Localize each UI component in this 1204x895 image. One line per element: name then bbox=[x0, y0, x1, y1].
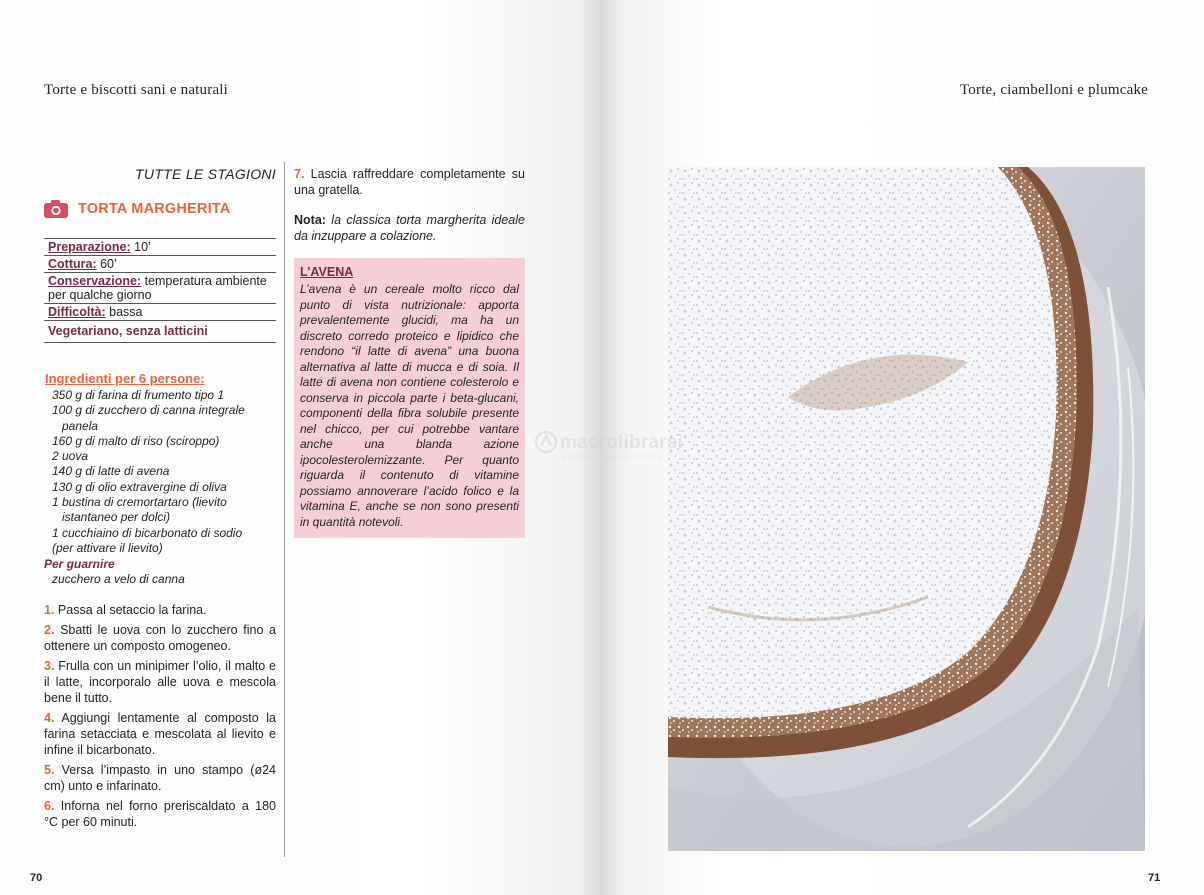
ingredient-item: istantaneo per dolci) bbox=[62, 510, 171, 525]
step-number: 7. bbox=[294, 167, 305, 181]
column-divider bbox=[284, 162, 285, 857]
oat-box-text: L’avena è un cereale molto ricco dal punto di vista nutrizionale: apporta prevalentemente glucidi, ma ha un discreto corredo proteico e lipidico che rendono “il latte di avena” una buona alternativa al latte di mucca e di soia. Il latte di avena non contiene colesterolo e conserva in piccola parte i beta-glucani, componenti della fibra solubile presente nel chicco, per cui potrebbe vantare anche una blanda azione ipocolesterolemizzante. Per quanto riguarda il contenuto di vitamine possiamo annoverare l’acido folico e la vitamina E, anche se non sono presenti in quantità notevoli. bbox=[300, 282, 519, 529]
oat-info-box bbox=[294, 258, 525, 538]
step-item bbox=[44, 710, 276, 758]
ingredient-item: 350 g di farina di frumento tipo 1 bbox=[52, 388, 225, 402]
note bbox=[294, 212, 525, 244]
watermark bbox=[534, 426, 714, 466]
ingredient-item: 140 g di latte di avena bbox=[52, 464, 170, 479]
step-item bbox=[44, 622, 276, 654]
cook-value: 60’ bbox=[96, 257, 117, 271]
step-item bbox=[44, 762, 276, 794]
difficulty-value: bassa bbox=[105, 305, 143, 319]
prep-value: 10’ bbox=[130, 240, 151, 254]
prep-row bbox=[44, 239, 276, 256]
step-text: Sbatti le uova con lo zucchero fino a ottenere un composto omogeneo. bbox=[44, 622, 276, 653]
steps-list bbox=[44, 602, 276, 830]
cook-row bbox=[44, 256, 276, 273]
cake-photo bbox=[668, 167, 1145, 851]
step-item bbox=[44, 798, 276, 830]
left-page-number: 70 bbox=[30, 872, 43, 884]
recipe-title: TORTA MARGHERITA bbox=[78, 201, 231, 217]
step-number: 5. bbox=[44, 762, 55, 777]
prep-label: Preparazione: bbox=[48, 240, 131, 254]
step-number: 4. bbox=[44, 710, 55, 725]
garnish-title: Per guarnire bbox=[44, 557, 115, 572]
step-text: Aggiungi lentamente al composto la farina setacciata e mescolata al lievito e infine il bicarbonato. bbox=[44, 710, 276, 757]
ingredient-item: 100 g di zucchero di canna integrale bbox=[52, 403, 245, 418]
garnish-list bbox=[44, 572, 276, 587]
ingredient-item: 2 uova bbox=[52, 449, 89, 464]
step-item bbox=[294, 166, 525, 198]
step-text: Passa al setaccio la farina. bbox=[54, 602, 207, 617]
watermark-logo-icon bbox=[534, 430, 558, 459]
ingredient-item: 130 g di olio extravergine di oliva bbox=[52, 479, 227, 494]
step-text: Lascia raffreddare completamente su una gratella. bbox=[294, 167, 525, 197]
left-running-head: Torte e biscotti sani e naturali bbox=[44, 82, 229, 98]
step-number: 1. bbox=[44, 602, 55, 617]
step-text: Versa l’impasto in uno stampo (ø24 cm) unto e infarinato. bbox=[44, 762, 276, 793]
storage-value: temperatura ambiente per qualche giorno bbox=[48, 274, 267, 302]
step-number: 6. bbox=[44, 798, 55, 813]
step-item bbox=[44, 602, 276, 618]
ingredients-title: Ingredienti per 6 persone: bbox=[45, 371, 205, 386]
ingredient-item: (per attivare il lievito) bbox=[52, 540, 163, 555]
difficulty-row bbox=[44, 304, 276, 321]
notes-column bbox=[294, 166, 525, 538]
storage-row bbox=[44, 273, 276, 304]
ingredient-item: 1 cucchiaino di bicarbonato di sodio bbox=[52, 525, 243, 540]
oat-box-title: L’AVENA bbox=[300, 265, 354, 279]
season-label: TUTTE LE STAGIONI bbox=[135, 166, 276, 182]
recipe-info-table bbox=[44, 238, 276, 343]
ingredient-item: 160 g di malto di riso (sciroppo) bbox=[52, 433, 220, 448]
step-number: 2. bbox=[44, 622, 55, 637]
ingredients-list bbox=[44, 388, 276, 556]
difficulty-label: Difficoltà: bbox=[48, 305, 106, 319]
ingredient-item: panela bbox=[62, 418, 99, 433]
diet-row: Vegetariano, senza latticini bbox=[44, 321, 276, 343]
ingredient-item: 1 bustina di cremortartaro (lievito bbox=[52, 495, 227, 510]
note-label: Nota: bbox=[294, 213, 326, 227]
recipe-title-row bbox=[44, 196, 276, 222]
right-running-head: Torte, ciambelloni e plumcake bbox=[959, 82, 1148, 98]
garnish-item: zucchero a velo di canna bbox=[52, 572, 185, 587]
step-item bbox=[44, 658, 276, 706]
step-text: Frulla con un minipimer l’olio, il malto e il latte, incorporalo alle uova e mescola bene il tutto. bbox=[44, 658, 276, 705]
recipe-column bbox=[44, 166, 276, 834]
storage-label: Conservazione: bbox=[48, 274, 142, 288]
cook-label: Cottura: bbox=[48, 257, 97, 271]
camera-icon bbox=[44, 200, 68, 218]
right-page-number: 71 bbox=[1148, 872, 1161, 884]
step-number: 3. bbox=[44, 658, 55, 673]
note-text: la classica torta margherita ideale da inzuppare a colazione. bbox=[294, 213, 525, 243]
step-text: Inforna nel forno preriscaldato a 180 °C per 60 minuti. bbox=[44, 798, 276, 829]
watermark-subtext: ALTERNATIVA NATURALE bbox=[562, 455, 665, 461]
watermark-text: macrolibrarsi bbox=[560, 432, 683, 453]
